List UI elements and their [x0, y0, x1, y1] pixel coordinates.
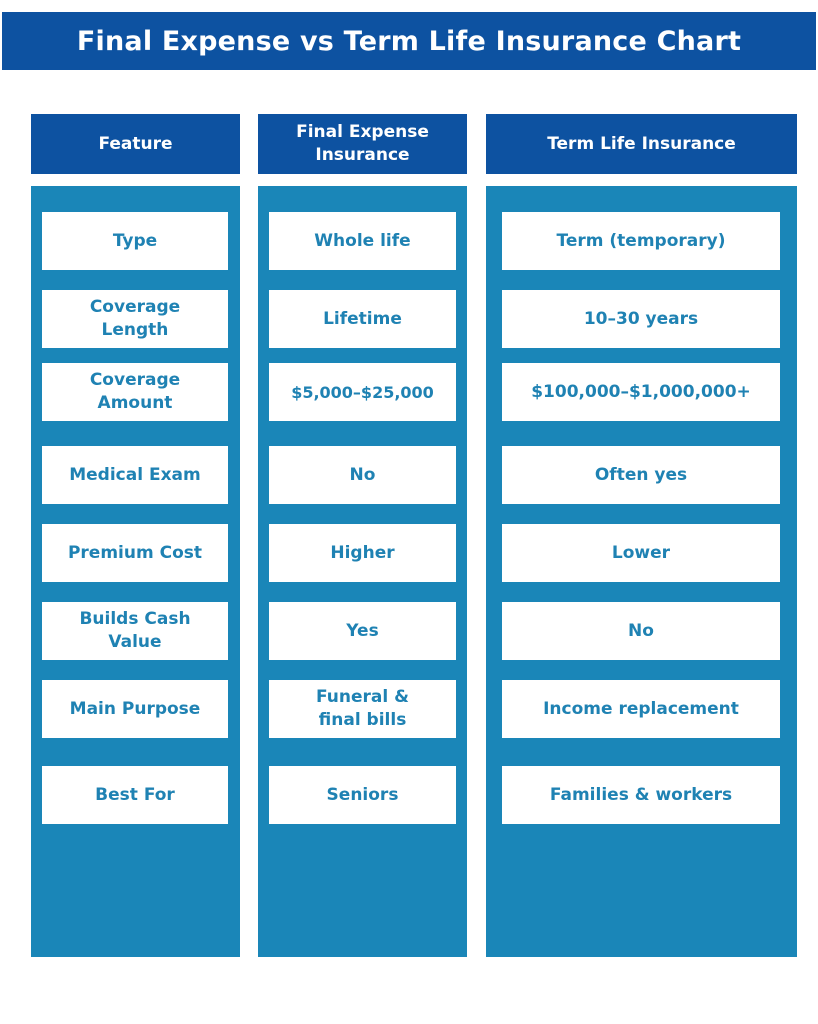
cell-term-life-coverage-length: 10–30 years [502, 290, 780, 348]
cell-final-expense-coverage-amount: $5,000–$25,000 [269, 363, 456, 421]
cell-feature-premium-cost: Premium Cost [42, 524, 228, 582]
cell-final-expense-premium-cost: Higher [269, 524, 456, 582]
header-term-life: Term Life Insurance [486, 114, 797, 174]
cell-feature-best-for: Best For [42, 766, 228, 824]
cell-feature-builds-cash-value: Builds Cash Value [42, 602, 228, 660]
cell-term-life-medical-exam: Often yes [502, 446, 780, 504]
cell-feature-coverage-length: Coverage Length [42, 290, 228, 348]
cell-final-expense-best-for: Seniors [269, 766, 456, 824]
cell-feature-medical-exam: Medical Exam [42, 446, 228, 504]
cell-final-expense-main-purpose: Funeral & final bills [269, 680, 456, 738]
cell-feature-coverage-amount: Coverage Amount [42, 363, 228, 421]
page-title: Final Expense vs Term Life Insurance Chart [76, 25, 742, 57]
cell-feature-type: Type [42, 212, 228, 270]
cell-term-life-premium-cost: Lower [502, 524, 780, 582]
cell-term-life-best-for: Families & workers [502, 766, 780, 824]
cell-feature-main-purpose: Main Purpose [42, 680, 228, 738]
cell-term-life-type: Term (temporary) [502, 212, 780, 270]
cell-term-life-coverage-amount: $100,000–$1,000,000+ [502, 363, 780, 421]
title-banner [2, 12, 816, 70]
cell-term-life-main-purpose: Income replacement [502, 680, 780, 738]
header-final-expense: Final Expense Insurance [258, 114, 467, 174]
cell-final-expense-builds-cash-value: Yes [269, 602, 456, 660]
cell-final-expense-type: Whole life [269, 212, 456, 270]
cell-final-expense-medical-exam: No [269, 446, 456, 504]
cell-term-life-builds-cash-value: No [502, 602, 780, 660]
header-feature: Feature [31, 114, 240, 174]
cell-final-expense-coverage-length: Lifetime [269, 290, 456, 348]
